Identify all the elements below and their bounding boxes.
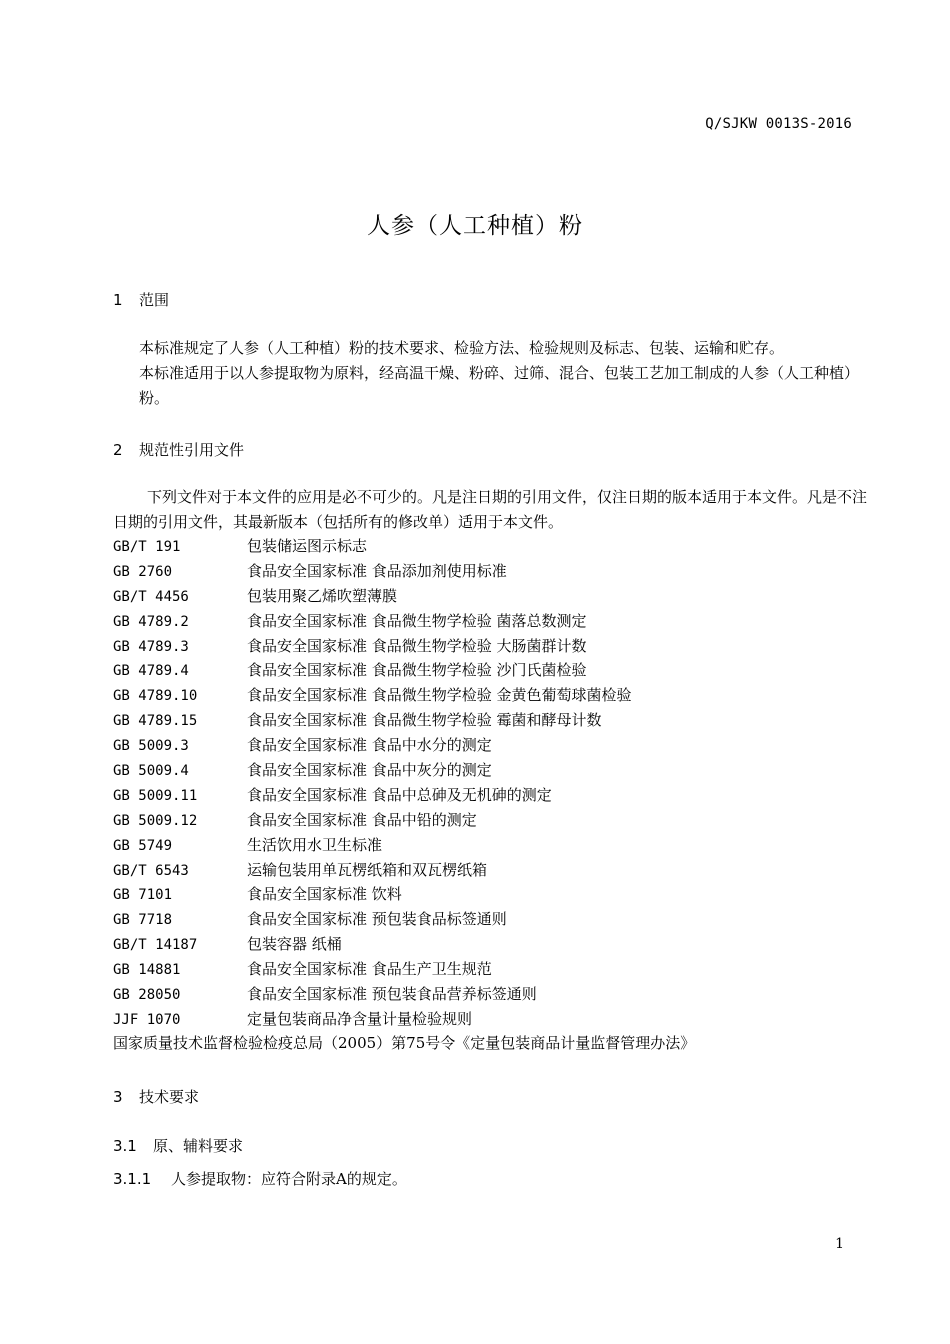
reference-title: 食品安全国家标准 食品微生物学检验 菌落总数测定 (247, 611, 587, 630)
reference-code: GB/T 4456 (113, 588, 189, 605)
section-title: 范围 (139, 291, 170, 309)
section-title: 技术要求 (139, 1088, 200, 1106)
reference-row (113, 858, 873, 883)
reference-title: 包装用聚乙烯吹塑薄膜 (247, 586, 398, 605)
reference-title: 食品安全国家标准 食品微生物学检验 金黄色葡萄球菌检验 (247, 686, 632, 705)
references-intro: 下列文件对于本文件的应用是必不可少的。凡是注日期的引用文件，仅注日期的版本适用于本文件。凡是不注日期的引用文件，其最新版本（包括所有的修改单）适用于本文件。 (113, 488, 868, 531)
reference-code: GB 7718 (113, 912, 173, 929)
reference-code: GB 5009.4 (113, 763, 189, 780)
reference-row (113, 783, 873, 808)
clause-text: 人参提取物：应符合附录A的规定。 (171, 1170, 407, 1188)
reference-code: GB 4789.10 (113, 688, 198, 705)
section-3-heading (113, 1086, 199, 1107)
reference-row (113, 683, 873, 708)
reference-row (113, 559, 873, 584)
page-number: 1 (835, 1236, 844, 1252)
reference-code: JJF 1070 (113, 1011, 181, 1028)
regulation-reference: 国家质量技术监督检验检疫总局（2005）第75号令《定量包装商品计量监督管理办法》 (113, 1034, 696, 1052)
reference-code: GB/T 191 (113, 539, 181, 555)
reference-title: 食品安全国家标准 食品微生物学检验 沙门氏菌检验 (247, 661, 587, 680)
normative-references-list (113, 534, 873, 1032)
reference-title: 食品安全国家标准 预包装食品标签通则 (247, 910, 507, 929)
reference-title: 运输包装用单瓦楞纸箱和双瓦楞纸箱 (247, 860, 488, 879)
reference-row (113, 808, 873, 833)
reference-title: 包装容器 纸桶 (247, 935, 342, 954)
reference-code: GB 4789.4 (113, 663, 189, 680)
scope-paragraph-2: 本标准适用于以人参提取物为原料，经高温干燥、粉碎、过筛、混合、包装工艺加工制成的人参（人工种植）粉。 (139, 364, 860, 407)
reference-row (113, 932, 873, 957)
document-code: Q/SJKW 0013S-2016 (705, 116, 852, 132)
clause-3-1-1 (113, 1168, 407, 1189)
reference-title: 包装储运图示标志 (247, 537, 368, 555)
reference-title: 食品安全国家标准 预包装食品营养标签通则 (247, 985, 537, 1004)
section-title: 规范性引用文件 (139, 441, 245, 459)
reference-row (113, 584, 873, 609)
reference-title: 食品安全国家标准 饮料 (247, 885, 402, 904)
reference-code: GB 4789.3 (113, 638, 189, 655)
reference-code: GB/T 14187 (113, 937, 198, 954)
reference-row (113, 534, 873, 559)
section-1-heading (113, 289, 169, 310)
scope-paragraph-1: 本标准规定了人参（人工种植）粉的技术要求、检验方法、检验规则及标志、包装、运输和贮存。 (139, 339, 785, 357)
clause-number: 3.1.1 (113, 1170, 152, 1188)
section-number: 2 (113, 441, 123, 459)
reference-row (113, 907, 873, 932)
reference-code: GB 28050 (113, 987, 181, 1004)
reference-title: 食品安全国家标准 食品微生物学检验 霉菌和酵母计数 (247, 711, 602, 730)
reference-code: GB 4789.2 (113, 613, 189, 630)
reference-code: GB 5009.3 (113, 738, 189, 755)
reference-row (113, 609, 873, 634)
reference-code: GB 4789.15 (113, 713, 198, 730)
reference-title: 食品安全国家标准 食品生产卫生规范 (247, 960, 492, 979)
subsection-title: 原、辅料要求 (153, 1137, 244, 1155)
reference-code: GB 14881 (113, 962, 181, 979)
reference-code: GB 2760 (113, 563, 173, 580)
reference-code: GB 5749 (113, 837, 173, 854)
reference-row (113, 833, 873, 858)
reference-row (113, 733, 873, 758)
reference-title: 定量包装商品净含量计量检验规则 (247, 1009, 473, 1028)
page-title: 人参（人工种植）粉 (367, 213, 583, 239)
reference-code: GB 5009.12 (113, 812, 198, 829)
reference-row (113, 882, 873, 907)
section-number: 1 (113, 291, 123, 309)
reference-title: 食品安全国家标准 食品微生物学检验 大肠菌群计数 (247, 636, 587, 655)
reference-row (113, 1007, 873, 1032)
reference-row (113, 634, 873, 659)
reference-row (113, 982, 873, 1007)
subsection-3-1-heading (113, 1135, 243, 1156)
reference-row (113, 708, 873, 733)
reference-code: GB/T 6543 (113, 862, 189, 879)
reference-title: 食品安全国家标准 食品中灰分的测定 (247, 761, 492, 780)
reference-title: 食品安全国家标准 食品添加剂使用标准 (247, 561, 507, 580)
section-number: 3 (113, 1088, 123, 1106)
reference-row (113, 957, 873, 982)
reference-title: 食品安全国家标准 食品中总砷及无机砷的测定 (247, 785, 552, 804)
reference-code: GB 5009.11 (113, 787, 198, 804)
section-1-body (113, 336, 865, 411)
reference-title: 生活饮用水卫生标准 (247, 835, 383, 854)
section-2-heading (113, 439, 244, 460)
reference-row (113, 758, 873, 783)
reference-code: GB 7101 (113, 887, 173, 904)
reference-title: 食品安全国家标准 食品中铅的测定 (247, 810, 477, 829)
reference-title: 食品安全国家标准 食品中水分的测定 (247, 736, 492, 755)
subsection-number: 3.1 (113, 1137, 137, 1155)
reference-row (113, 658, 873, 683)
